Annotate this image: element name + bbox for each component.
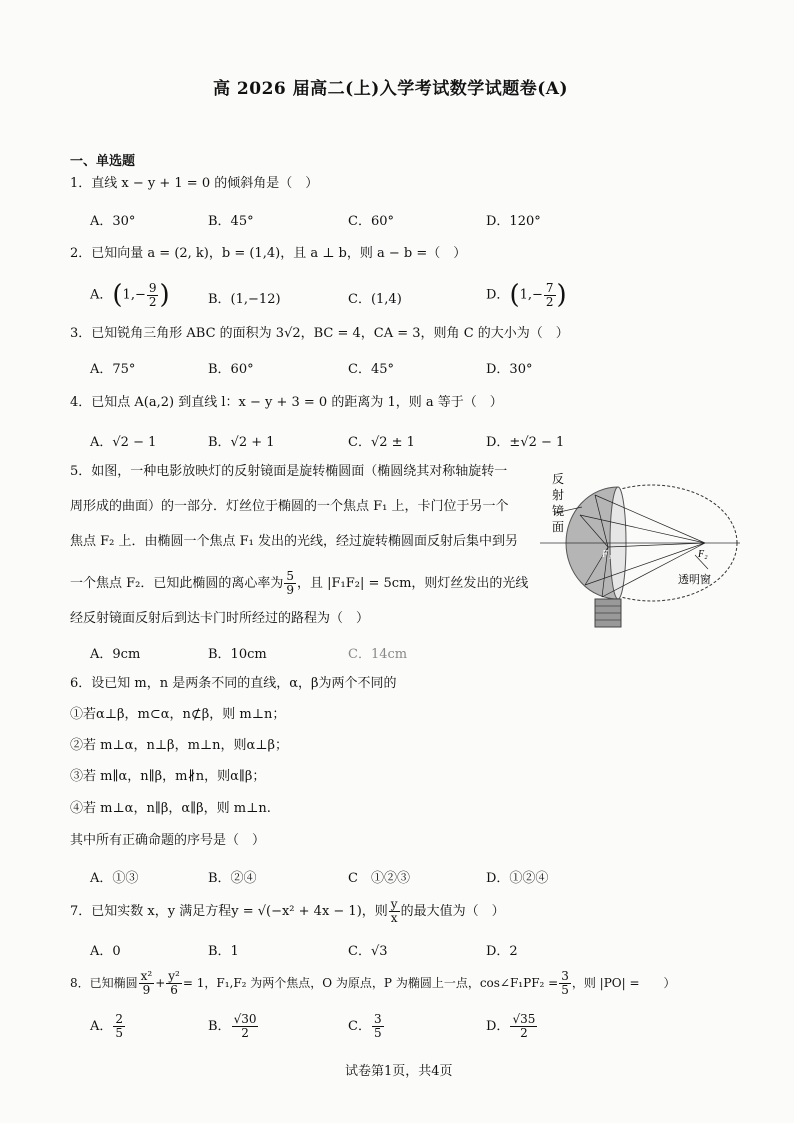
q7-frac-den: x	[390, 911, 398, 925]
q2-d-fraction	[544, 282, 556, 309]
question-8-stem	[70, 970, 676, 997]
q2-d-left: 1,−	[519, 287, 543, 303]
question-5-line-2: 周形成的曲面）的一部分．灯丝位于椭圆的一个焦点 F₁ 上，卡门位于另一个	[70, 499, 509, 514]
focus-f2-label: F₂	[698, 549, 708, 560]
reflector-diagram-svg	[540, 465, 740, 640]
q8-f3-num: 3	[561, 969, 569, 983]
right-paren-icon: )	[159, 280, 170, 310]
reflector-label-char: 面	[552, 520, 565, 534]
q8-b-label: B．	[208, 1019, 231, 1034]
question-3-stem: 3．已知锐角三角形 ABC 的面积为 3√2，BC = 4，CA = 3，则角 C 的大小为（ ）	[70, 326, 569, 341]
q7-option-d: D．2	[486, 944, 518, 959]
left-paren-icon: (	[112, 280, 123, 310]
q8-x-fraction	[139, 970, 155, 997]
q6-proposition-4: ④若 m⊥α，n∥β，α∥β，则 m⊥n.	[70, 801, 271, 816]
q7-equation: y = √(−x² + 4x − 1)	[231, 904, 362, 919]
q2-stem-start: 2．已知向量	[70, 246, 148, 261]
q8-cos-fraction	[559, 970, 571, 997]
q8-c-den: 5	[373, 1026, 382, 1040]
q5-option-b: B．10cm	[208, 647, 267, 662]
q2-a-fraction	[147, 282, 159, 309]
q3-option-b: B．60°	[208, 362, 254, 377]
q8-f3-den: 5	[561, 983, 569, 997]
q5-eccentricity-fraction	[284, 570, 296, 597]
q3-option-a: A．75°	[90, 362, 136, 377]
q3-option-d: D．30°	[486, 362, 533, 377]
q4-option-c: C．√2 ± 1	[348, 435, 415, 450]
q6-proposition-2: ②若 m⊥α，n⊥β，m⊥n，则α⊥β；	[70, 738, 289, 753]
exam-title: 高 2026 届高二(上)入学考试数学试题卷(A)	[213, 79, 569, 99]
q5-option-a: A．9cm	[90, 647, 141, 662]
q2-a-num: 9	[148, 280, 157, 295]
q6-option-a: A．①③	[90, 871, 139, 886]
q8-option-d	[486, 1013, 538, 1040]
page-footer: 试卷第1页，共4页	[345, 1064, 453, 1079]
q8-d-den: 2	[520, 1026, 528, 1040]
q8-f1-num: x²	[140, 969, 153, 983]
reflector-label-char: 射	[552, 488, 565, 502]
q2-option-c: C．(1,4)	[348, 292, 402, 307]
q6-proposition-1: ①若α⊥β，m⊂α，n⊄β，则 m⊥n；	[70, 707, 286, 722]
q7-stem-end: 的最大值为（ ）	[400, 904, 505, 919]
q2-vector-b: ，b = (1,4)	[208, 246, 281, 261]
right-paren-icon: )	[556, 280, 567, 310]
reflector-label-char: 镜	[552, 504, 565, 518]
q7-ratio-fraction	[389, 898, 400, 925]
question-5-line-3: 焦点 F₂ 上．由椭圆一个焦点 F₁ 发出的光线，经过旋转椭圆面反射后集中到另	[70, 534, 518, 549]
q5-option-c: C．14cm	[348, 647, 408, 662]
q1-option-a: A．30°	[90, 214, 136, 229]
projector-lamp-diagram	[540, 465, 740, 640]
question-2-stem	[70, 245, 466, 263]
q8-c-num: 3	[373, 1012, 382, 1026]
q1-option-d: D．120°	[486, 214, 541, 229]
q8-f2-num: y²	[168, 969, 180, 983]
q6-proposition-3: ③若 m∥α，n∥β，m∦n，则α∥β；	[70, 769, 266, 784]
q8-stem-mid: = 1，F₁,F₂ 为两个焦点，O 为原点，P 为椭圆上一点，cos∠F₁PF₂ =	[182, 976, 559, 990]
reflector-label-char: 反	[552, 472, 565, 486]
q7-stem-mid: ，则	[361, 904, 388, 919]
question-7-stem	[70, 898, 505, 925]
q8-option-b	[208, 1013, 259, 1040]
q2-a-den: 2	[148, 294, 157, 309]
q2-vector-a: a = (2, k)	[147, 246, 209, 261]
focus-f1-label: F₁	[602, 549, 612, 560]
q8-y-fraction	[166, 970, 182, 997]
q2-d-label: D．	[486, 287, 510, 303]
q5-line4-start: 一个焦点 F₂．已知此椭圆的离心率为	[70, 576, 284, 591]
q2-d-den: 2	[545, 294, 554, 309]
question-5-line-5: 经反射镜面反射后到达卡门时所经过的路程为（ ）	[70, 611, 370, 626]
q7-option-a: A．0	[90, 944, 121, 959]
q3-option-c: C．45°	[348, 362, 394, 377]
q8-option-a	[90, 1013, 126, 1040]
q8-a-den: 5	[115, 1026, 124, 1040]
q8-b-num: √30	[233, 1012, 257, 1026]
q5-frac-den: 9	[286, 583, 295, 597]
q8-d-num: √35	[512, 1012, 536, 1026]
q5-frac-num: 5	[286, 569, 295, 583]
q4-option-a: A．√2 − 1	[90, 435, 157, 450]
section-heading: 一、单选题	[70, 154, 136, 169]
q8-b-fraction	[232, 1013, 259, 1040]
q1-option-b: B．45°	[208, 214, 254, 229]
q2-option-b: B．(1,−12)	[208, 292, 281, 307]
q2-stem-end: ，且 a ⊥ b，则 a − b =（ ）	[280, 246, 467, 261]
q8-f2-den: 6	[170, 983, 178, 997]
q8-f1-den: 9	[142, 983, 151, 997]
q7-option-c: C．√3	[348, 944, 388, 959]
q8-d-label: D．	[486, 1019, 510, 1034]
q7-option-b: B．1	[208, 944, 239, 959]
question-5-line-1: 5．如图，一种电影放映灯的反射镜面是旋转椭圆面（椭圆绕其对称轴旋转一	[70, 464, 508, 479]
q8-option-c	[348, 1013, 385, 1040]
q6-option-c: C ①②③	[348, 871, 410, 886]
window-label: 透明窗	[678, 574, 711, 586]
q8-plus: +	[155, 976, 166, 990]
q4-option-b: B．√2 + 1	[208, 435, 275, 450]
q5-line4-end: ，且 |F₁F₂| = 5cm，则灯丝发出的光线	[297, 576, 529, 591]
q8-a-num: 2	[115, 1012, 124, 1026]
question-1-stem: 1．直线 x − y + 1 = 0 的倾斜角是（ ）	[70, 176, 319, 191]
q8-stem-end: ，则 |PO| = ）	[571, 976, 676, 990]
q8-a-label: A．	[90, 1019, 113, 1034]
question-6-stem: 6．设已知 m，n 是两条不同的直线，α，β为两个不同的	[70, 676, 397, 691]
question-4-stem: 4．已知点 A(a,2) 到直线 l：x − y + 3 = 0 的距离为 1，则 a 等于（ ）	[70, 395, 503, 410]
q2-d-num: 7	[545, 280, 554, 295]
q2-option-d	[486, 280, 567, 310]
q8-c-label: C．	[348, 1019, 371, 1034]
q7-frac-num: y	[390, 897, 398, 911]
q6-question: 其中所有正确命题的序号是（ ）	[70, 833, 266, 848]
q8-a-fraction	[113, 1013, 125, 1040]
q1-option-c: C．60°	[348, 214, 394, 229]
left-paren-icon: (	[509, 280, 520, 310]
q6-option-b: B．②④	[208, 871, 257, 886]
question-5-line-4	[70, 570, 528, 597]
q8-c-fraction	[372, 1013, 384, 1040]
q8-d-fraction	[510, 1013, 537, 1040]
q2-a-label: A．	[90, 287, 113, 303]
q6-option-d: D．①②④	[486, 871, 549, 886]
q7-stem-start: 7．已知实数 x，y 满足方程	[70, 904, 232, 919]
q8-b-den: 2	[241, 1026, 249, 1040]
q2-option-a	[90, 280, 170, 310]
q2-a-left: 1,−	[122, 287, 146, 303]
q4-option-d: D．±√2 − 1	[486, 435, 565, 450]
q8-stem-start: 8．已知椭圆	[70, 976, 138, 990]
